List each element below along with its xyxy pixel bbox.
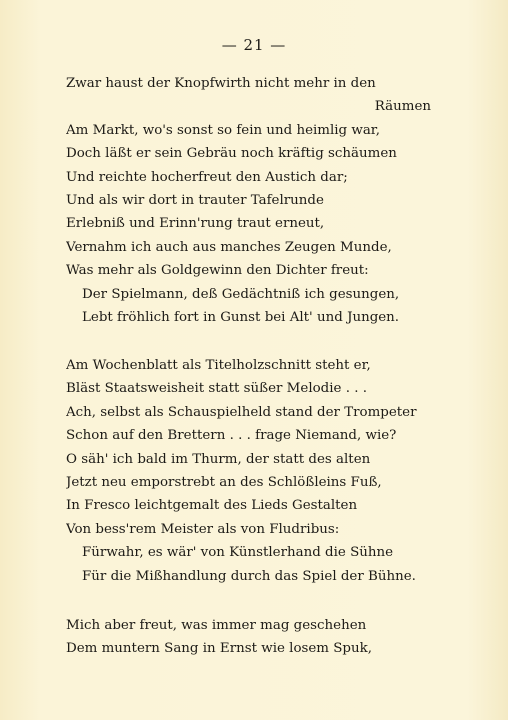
- verse-line: Ach, selbst als Schauspielheld stand der Trompeter: [66, 404, 417, 420]
- verse-line: Zwar haust der Knopfwirth nicht mehr in den: [66, 76, 376, 91]
- verse-line-continuation: Räumen: [374, 99, 431, 115]
- stanza-1: [66, 72, 431, 329]
- verse-line: O säh' ich bald im Thurm, der statt des alten: [66, 451, 371, 467]
- verse-line: Mich aber freut, was immer mag geschehen: [66, 618, 367, 633]
- verse-line: Und als wir dort in trauter Tafelrunde: [66, 193, 324, 209]
- verse-line: In Fresco leichtgemalt des Lieds Gestalten: [66, 498, 358, 514]
- stanza-2: [66, 354, 431, 588]
- verse-line: Erlebniß und Erinn'rung traut erneut,: [66, 216, 325, 232]
- verse-line: Am Markt, wo's sonst so fein und heimlig war,: [66, 122, 380, 138]
- verse-line: Am Wochenblatt als Titelholzschnitt steht er,: [66, 358, 371, 373]
- verse-line: Doch läßt er sein Gebräu noch kräftig schäumen: [66, 146, 397, 162]
- verse-line-couplet: Der Spielmann, deß Gedächtniß ich gesungen,: [82, 286, 400, 302]
- verse-line: Jetzt neu emporstrebt an des Schlößleins Fuß,: [66, 475, 382, 491]
- verse-line-couplet: Für die Mißhandlung durch das Spiel der Bühne.: [82, 568, 416, 584]
- verse-line: Von bess'rem Meister als von Fludribus:: [66, 521, 340, 537]
- stanza-3: [66, 614, 431, 661]
- verse-line-couplet: Lebt fröhlich fort in Gunst bei Alt' und Jungen.: [82, 310, 400, 326]
- verse-line: Bläst Staatsweisheit statt süßer Melodie . . .: [66, 381, 367, 397]
- verse-line-couplet: Fürwahr, es wär' von Künstlerhand die Sühne: [82, 545, 394, 561]
- verse-line: Und reichte hocherfreut den Austich dar;: [66, 169, 348, 185]
- verse-line: Was mehr als Goldgewinn den Dichter freut:: [66, 263, 369, 279]
- page-number: — 21 —: [221, 36, 287, 54]
- verse-line: Schon auf den Brettern . . . frage Niemand, wie?: [66, 428, 397, 444]
- verse-line: Dem muntern Sang in Ernst wie losem Spuk,: [66, 641, 372, 657]
- verse-line: Vernahm ich auch aus manches Zeugen Munde,: [66, 239, 392, 255]
